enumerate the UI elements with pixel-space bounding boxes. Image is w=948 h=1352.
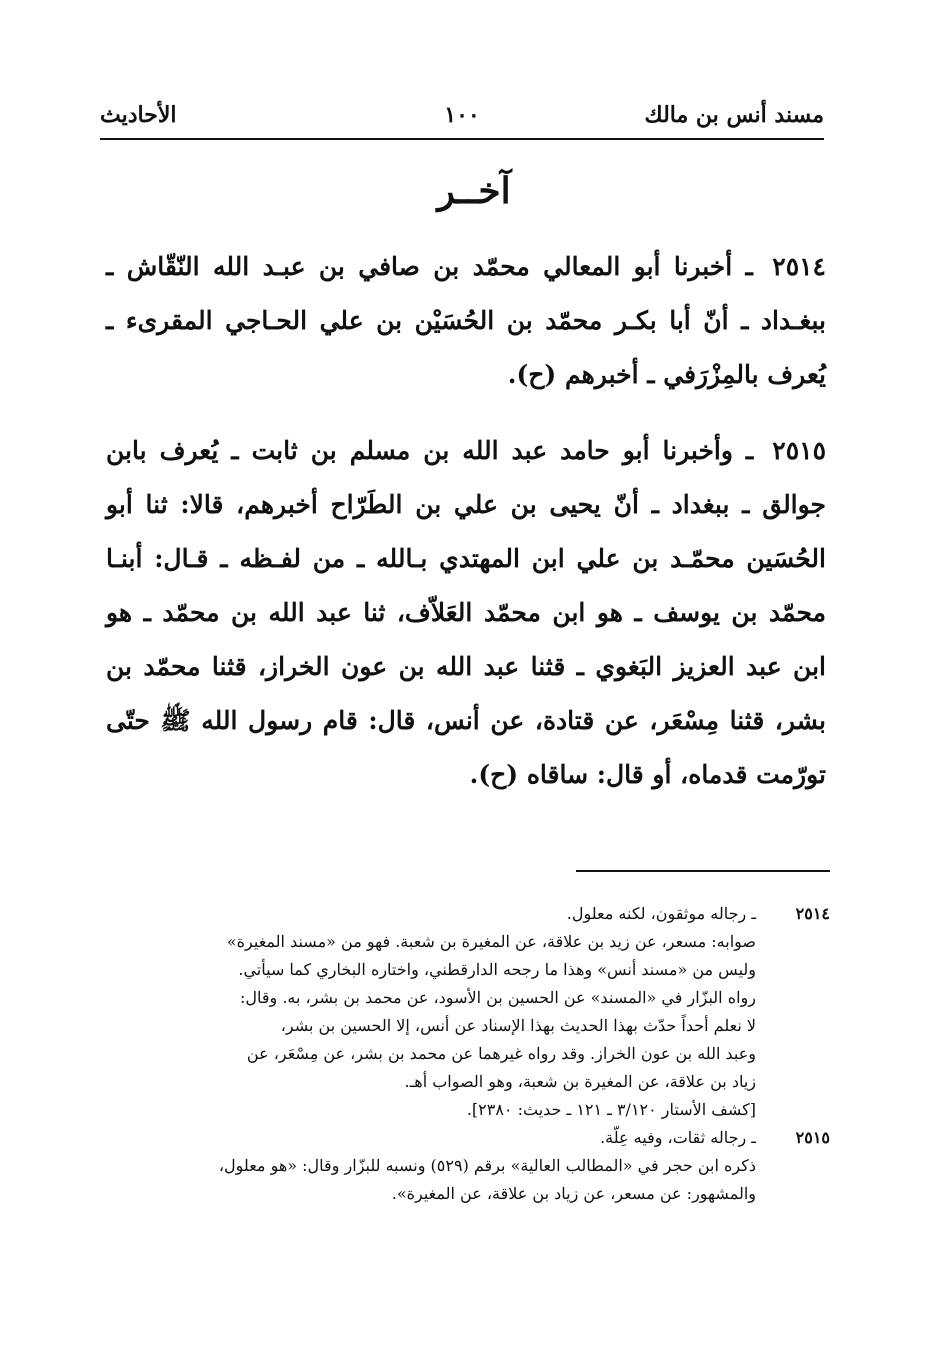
footnote-number: ٢٥١٤ [795, 904, 830, 923]
page-number: ١٠٠ [444, 102, 480, 128]
footnote-line: رواه البزّار في «المسند» عن الحسين بن الأسود، عن محمد بن بشر، به. وقال: [239, 988, 756, 1007]
footnote-2515 [106, 1124, 830, 1208]
hadith-text: ـ وأخبرنا أبو حامد عبد الله بن مسلم بن ثابت ـ يُعرف بابن جوالق ـ ببغداد ـ أنّ يحيى بن علي بن الطَرّاح أخبرهم، قالا: ثنا أبو الحُسَين محمّـد بن علي ابن المهتدي بـالله ـ من لفـظه ـ قـال: أبنـا محمّد بن يوسف ـ هو ابن محمّد العَلاّف، ثنا عبد الله بن محمّد ـ هو ابن عبد العزيز البَغوي ـ قثنا عبد الله بن عون الخراز، قثنا محمّد بن بشر، قثنا مِسْعَر، عن قتادة، عن أنس، قال: قام رسول الله ﷺ حتّى تورّمت قدماه، أو قال: ساقاه (ح). [106, 436, 826, 789]
footnote-line: زياد بن علاقة، عن المغيرة بن شعبة، وهو الصواب أهـ. [404, 1072, 756, 1091]
footnote-number: ٢٥١٥ [795, 1128, 830, 1147]
footnote-line: وليس من «مسند أنس» وهذا ما رجحه الدارقطني، واختاره البخاري كما سيأتي. [238, 960, 756, 979]
footnote-line: والمشهور: عن مسعر، عن زياد بن علاقة، عن المغيرة». [391, 1184, 756, 1203]
footnote-line: وعبد الله بن عون الخراز. وقد رواه غيرهما عن محمد بن بشر، عن مِسْعَر، عن [246, 1044, 756, 1063]
hadith-2514 [106, 240, 826, 402]
book-title: مسند أنس بن مالك [644, 102, 824, 128]
footnote-line: ذكره ابن حجر في «المطالب العالية» برقم (٥٢٩) ونسبه للبزّار وقال: «هو معلول، [218, 1156, 756, 1175]
section-title: آخــر [437, 170, 511, 212]
footnote-lead: ـ رجاله ثقات، وفيه عِلّة. [600, 1128, 756, 1147]
footnote-separator [576, 870, 830, 872]
running-header [100, 102, 824, 140]
hadith-number: ٢٥١٥ [772, 436, 826, 465]
footnote-line: صوابه: مسعر، عن زيد بن علاقة، عن المغيرة بن شعبة. فهو من «مسند المغيرة» [226, 932, 756, 951]
section-name: الأحاديث [100, 102, 177, 128]
hadith-number: ٢٥١٤ [772, 252, 826, 281]
hadith-text: ـ أخبرنا أبو المعالي محمّد بن صافي بن عبـد الله النّقّاش ـ ببغـداد ـ أنّ أبا بكـر محمّد بن الحُسَيْن بن علي الحـاجي المقرىء ـ يُعرف بالمِزْرَفي ـ أخبرهم (ح). [106, 252, 826, 389]
footnote-2514 [106, 900, 830, 1124]
footnote-lead: ـ رجاله موثقون، لكنه معلول. [566, 904, 756, 923]
hadith-2515 [106, 424, 826, 802]
footnote-line: لا نعلم أحداً حدّث بهذا الحديث بهذا الإسناد عن أنس، إلا الحسين بن بشر، [280, 1016, 756, 1035]
footnote-line: [كشف الأستار ٣/١٢٠ ـ ١٢١ ـ حديث: ٢٣٨٠]. [466, 1100, 756, 1119]
footnotes [106, 900, 830, 1208]
